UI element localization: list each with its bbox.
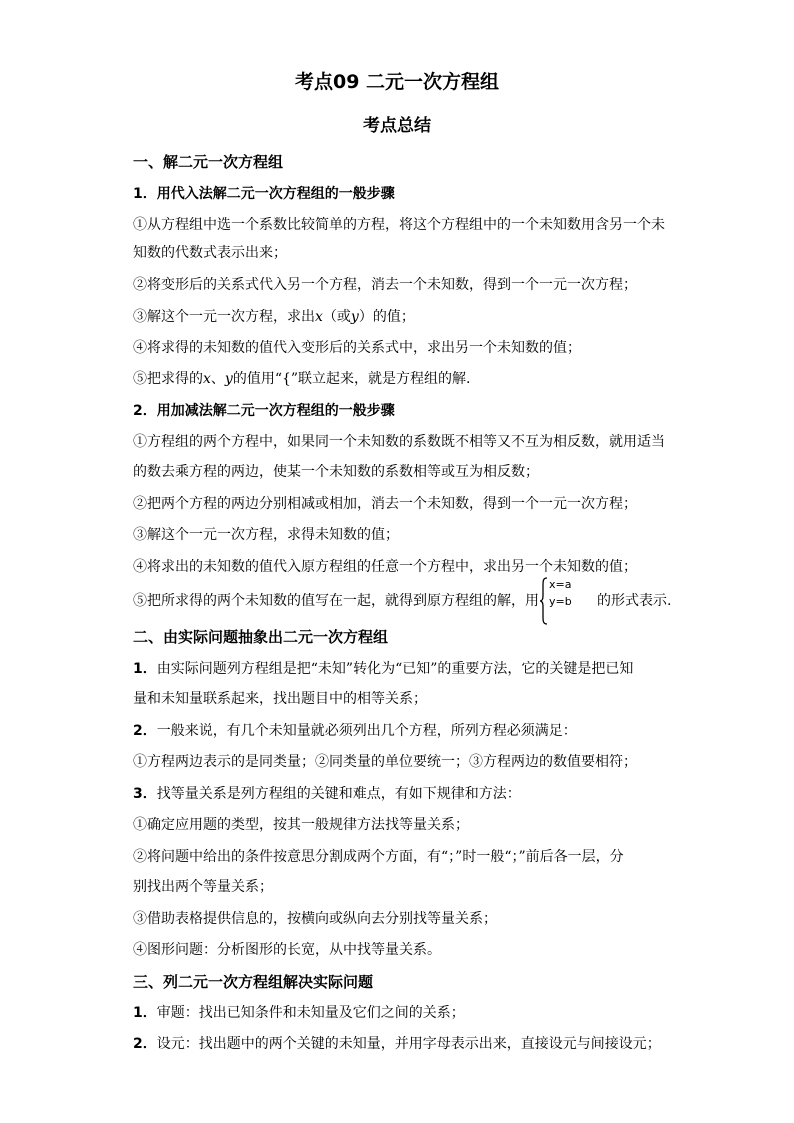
sec1-sub1-heading: 1．用代入法解二元一次方程组的一般步骤 — [133, 186, 395, 202]
point-number: 3． — [133, 786, 157, 802]
sec2-point3-item1: ①确定应用题的类型，按其一般规律方法找等量关系； — [133, 817, 469, 833]
sec2-point3-item2-line2: 别找出两个等量关系； — [133, 879, 273, 895]
sec1-sub1-step1-line1: ①从方程组中选一个系数比较简单的方程，将这个方程组中的一个未知数用含另一个未 — [133, 217, 665, 233]
step3-post: ）的值； — [358, 309, 415, 325]
sec1-sub1-step5 — [133, 369, 663, 389]
section-1-heading: 一、解二元一次方程组 — [133, 153, 284, 171]
section-3-heading: 三、列二元一次方程组解决实际问题 — [133, 973, 374, 991]
sec1-sub2-step1-line2: 的数去乘方程的两边，使某一个未知数的系数相等或互为相反数； — [133, 464, 539, 480]
step5-pre: ⑤把所求得的两个未知数的值写在一起，就得到原方程组的解，用 — [133, 593, 539, 609]
solution-eq-x: x=a — [549, 578, 572, 591]
point-text: 一般来说，有几个未知量就必须列出几个方程，所列方程必须满足： — [156, 723, 577, 739]
point-number: 2． — [133, 723, 157, 739]
step3-pre: ③解这个一元一次方程，求出 — [133, 309, 315, 325]
sec1-sub1-step1-line2: 知数的代数式表示出来； — [133, 245, 287, 261]
point-number: 2． — [133, 1036, 157, 1052]
solution-eq-y: y=b — [549, 595, 572, 608]
sec2-point1-line1 — [133, 659, 663, 679]
var-x: x — [315, 309, 323, 325]
sec2-point1-line2: 量和未知量联系起来，找出题目中的相等关系； — [133, 691, 427, 707]
solution-system — [539, 578, 597, 611]
point-text: 设元：找出题中的两个关键的未知量，并用字母表示出来，直接设元与间接设元； — [156, 1036, 661, 1052]
sec2-point2-detail: ①方程两边表示的是同类量；②同类量的单位要统一；③方程两边的数值要相符； — [133, 754, 637, 770]
step5-post: 的形式表示. — [597, 593, 672, 609]
sec1-sub2-step2: ②把两个方程的两边分别相减或相加，消去一个未知数，得到一个一元一次方程； — [133, 496, 637, 512]
step5-sep: 、 — [210, 371, 225, 387]
point-number: 1． — [133, 1005, 157, 1021]
point-text: 找等量关系是列方程组的关键和难点，有如下规律和方法： — [156, 786, 521, 802]
point-text: 审题：找出已知条件和未知量及它们之间的关系； — [156, 1005, 465, 1021]
sec1-sub2-step3: ③解这个一元一次方程，求得未知数的值； — [133, 527, 399, 543]
sec3-point1 — [133, 1003, 663, 1023]
sec2-point2 — [133, 721, 663, 741]
section-2-heading: 二、由实际问题抽象出二元一次方程组 — [133, 628, 389, 646]
step5-post: 的值用“{”联立起来，就是方程组的解. — [232, 371, 471, 387]
document-subtitle: 考点总结 — [363, 116, 431, 136]
point-number: 1． — [133, 661, 157, 677]
step3-mid: （或 — [322, 309, 351, 325]
var-y: y — [350, 309, 359, 325]
sec1-sub2-step5 — [133, 578, 672, 611]
left-brace-icon — [539, 576, 549, 626]
var-y: y — [224, 371, 233, 387]
point-text: 由实际问题列方程组是把“未知”转化为“已知”的重要方法，它的关键是把已知 — [156, 661, 634, 677]
sec2-point3-item2-line1: ②将问题中给出的条件按意思分割成两个方面，有“；”时一般“；”前后各一层，分 — [133, 849, 624, 865]
sec1-sub1-step4: ④将求得的未知数的值代入变形后的关系式中，求出另一个未知数的值； — [133, 340, 581, 356]
sec2-point3-item3: ③借助表格提供信息的，按横向或纵向去分别找等量关系； — [133, 911, 497, 927]
var-x: x — [203, 371, 211, 387]
document-title: 考点09 二元一次方程组 — [294, 71, 500, 93]
sec3-point2 — [133, 1034, 663, 1054]
sec2-point3-item4: ④图形问题：分析图形的长宽，从中找等量关系。 — [133, 942, 441, 958]
sec1-sub2-step1-line1: ①方程组的两个方程中，如果同一个未知数的系数既不相等又不互为相反数，就用适当 — [133, 434, 665, 450]
sec1-sub1-step2: ②将变形后的关系式代入另一个方程，消去一个未知数，得到一个一元一次方程； — [133, 277, 637, 293]
sec1-sub1-step3 — [133, 307, 663, 327]
sec1-sub2-heading: 2．用加减法解二元一次方程组的一般步骤 — [133, 403, 395, 419]
sec1-sub2-step4: ④将求出的未知数的值代入原方程组的任意一个方程中，求出另一个未知数的值； — [133, 559, 637, 575]
step5-pre: ⑤把求得的 — [133, 371, 203, 387]
sec2-point3 — [133, 784, 663, 804]
